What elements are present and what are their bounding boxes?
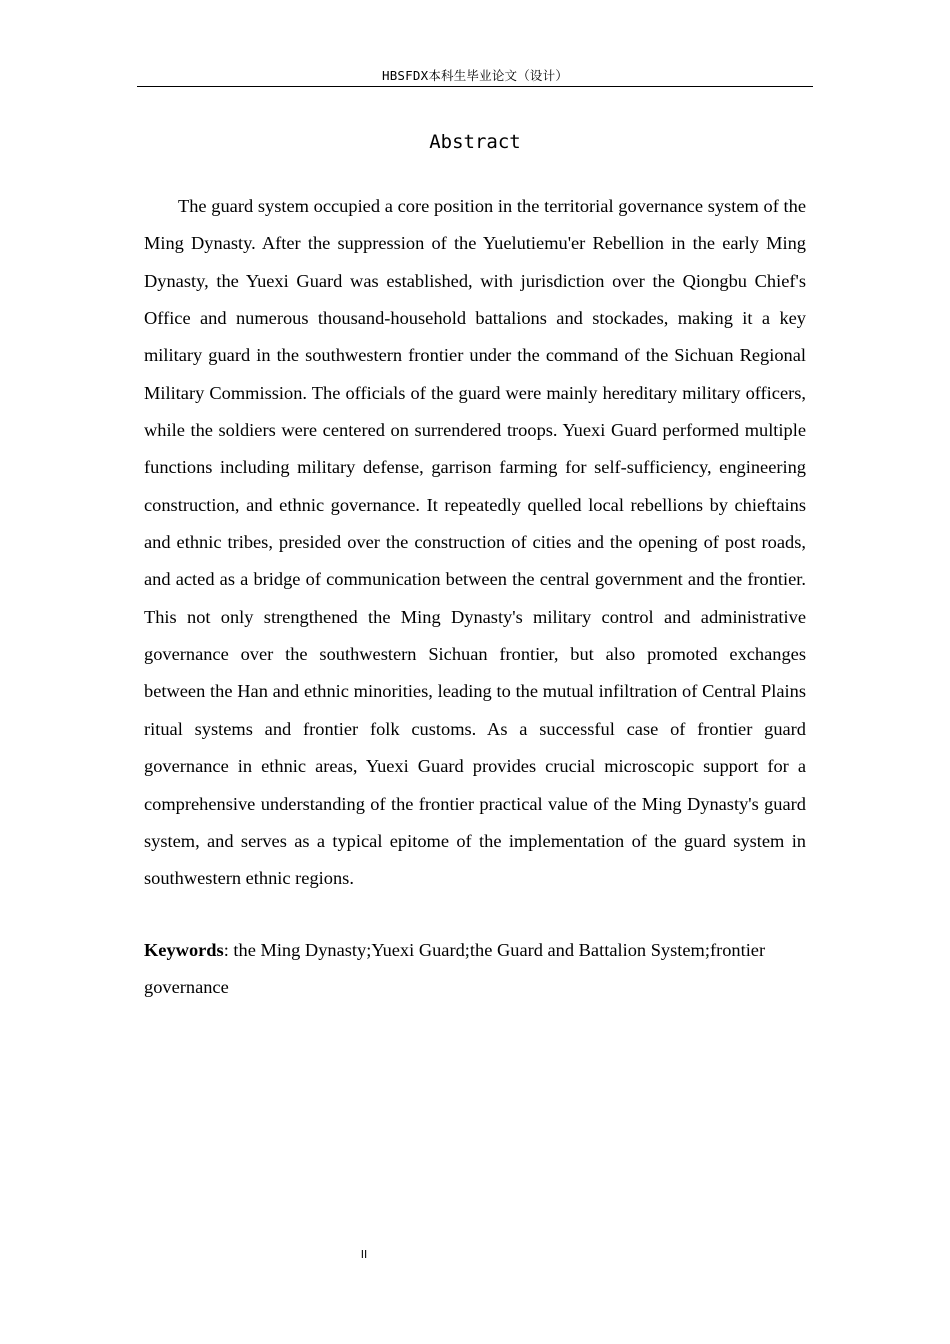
- abstract-body: The guard system occupied a core position in the territorial governance system of the Ming Dynasty. After the suppression of the Yuelutiemu'er Rebellion in the early Ming Dynasty, the Yuexi Guard was established, with jurisdiction over the Qiongbu Chief's Office and numerous thousand-household battalions and stockades, making it a key military guard in the southwestern frontier under the command of the Sichuan Regional Military Commission. The officials of the guard were mainly hereditary military officers, while the soldiers were centered on surrendered troops. Yuexi Guard performed multiple functions including military defense, garrison farming for self-sufficiency, engineering construction, and ethnic governance. It repeatedly quelled local rebellions by chieftains and ethnic tribes, presided over the construction of cities and the opening of post roads, and acted as a bridge of communication between the central government and the frontier. This not only strengthened the Ming Dynasty's military control and administrative governance over the southwestern Sichuan frontier, but also promoted exchanges between the Han and ethnic minorities, leading to the mutual infiltration of Central Plains ritual systems and frontier folk customs. As a successful case of frontier guard governance in ethnic areas, Yuexi Guard provides crucial microscopic support for a comprehensive understanding of the frontier practical value of the Ming Dynasty's guard system, and serves as a typical epitome of the implementation of the guard system in southwestern ethnic regions.: [144, 196, 806, 889]
- keywords-value: the Ming Dynasty;Yuexi Guard;the Guard and Battalion System;frontier governance: [144, 940, 766, 998]
- keywords-separator: :: [223, 940, 234, 960]
- abstract-title: Abstract: [429, 131, 521, 153]
- keywords-line: [144, 932, 806, 1007]
- running-header: HBSFDX本科生毕业论文（设计）: [381, 68, 569, 83]
- page-number: II: [360, 1248, 368, 1261]
- header-rule: [137, 86, 813, 87]
- keywords-label: Keywords: [144, 940, 224, 960]
